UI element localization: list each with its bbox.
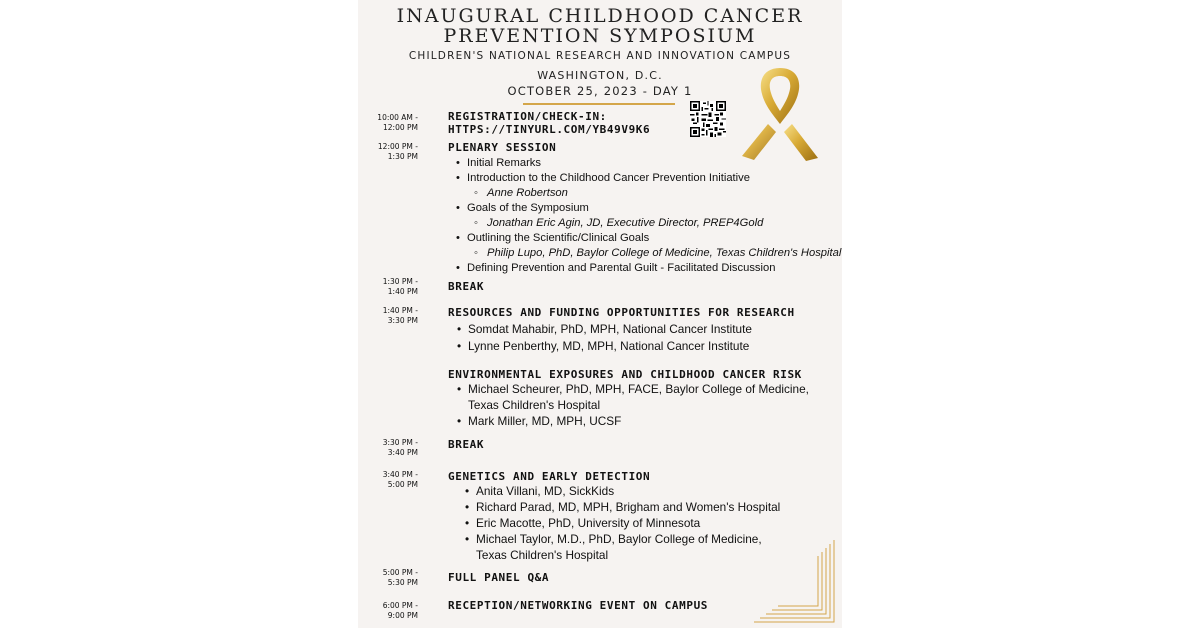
time-start: 12:00 PM - (377, 142, 418, 151)
environmental-list (456, 381, 809, 429)
heading-registration: REGISTRATION/CHECK-IN: (448, 110, 607, 123)
registration-link[interactable]: HTTPS://TINYURL.COM/YB49V9K6 (448, 123, 651, 136)
resources-list (456, 321, 752, 354)
time-end: 3:30 PM (387, 315, 418, 325)
time-panel-qa (358, 568, 418, 587)
time-registration (358, 113, 418, 132)
time-start: 10:00 AM - (377, 113, 418, 122)
heading-break: BREAK (448, 438, 485, 451)
time-start: 1:30 PM - (382, 277, 418, 286)
time-end: 3:40 PM (387, 447, 418, 457)
speaker-item: ◦ Anne Robertson (455, 186, 841, 201)
time-start: 3:30 PM - (382, 438, 418, 447)
heading-resources-funding: RESOURCES AND FUNDING OPPORTUNITIES FOR RESEARCH (448, 306, 795, 319)
time-reception (358, 601, 418, 620)
event-location: WASHINGTON, D.C. (537, 69, 663, 82)
heading-reception-networking: RECEPTION/NETWORKING EVENT ON CAMPUS (448, 599, 709, 612)
heading-environmental-exposures: ENVIRONMENTAL EXPOSURES AND CHILDHOOD CANCER RISK (448, 368, 802, 381)
poster-title-line-2: PREVENTION SYMPOSIUM (443, 25, 757, 47)
time-end: 12:00 PM (383, 122, 418, 132)
time-end: 5:30 PM (387, 577, 418, 587)
time-end: 9:00 PM (387, 610, 418, 620)
list-item-continued: Texas Children's Hospital (468, 398, 601, 412)
time-break-1 (358, 277, 418, 296)
time-genetics (358, 470, 418, 489)
list-item: • Goals of the Symposium (455, 201, 841, 216)
time-resources (358, 306, 418, 325)
heading-plenary-session: PLENARY SESSION (448, 141, 557, 154)
heading-break: BREAK (448, 280, 485, 293)
heading-genetics-early-detection: GENETICS AND EARLY DETECTION (448, 470, 651, 483)
speaker-item: ◦ Jonathan Eric Agin, JD, Executive Director, PREP4Gold (455, 216, 841, 231)
time-end: 5:00 PM (387, 479, 418, 489)
campus-name: CHILDREN'S NATIONAL RESEARCH AND INNOVATION CAMPUS (408, 50, 792, 62)
gold-ribbon-icon (740, 64, 820, 162)
time-start: 6:00 PM - (382, 601, 418, 610)
list-item: • Somdat Mahabir, PhD, MPH, National Cancer Institute (456, 321, 752, 338)
list-item: • Introduction to the Childhood Cancer Prevention Initiative (455, 171, 841, 186)
heading-full-panel-qa: FULL PANEL Q&A (448, 571, 550, 584)
time-start: 1:40 PM - (382, 306, 418, 315)
list-item: • Lynne Penberthy, MD, MPH, National Cancer Institute (456, 338, 752, 355)
list-item: • Michael Taylor, M.D., PhD, Baylor College of Medicine, (464, 531, 780, 547)
list-item: • Mark Miller, MD, MPH, UCSF (456, 413, 809, 429)
symposium-poster (358, 0, 842, 628)
time-end: 1:40 PM (387, 286, 418, 296)
event-date: OCTOBER 25, 2023 - DAY 1 (507, 84, 693, 98)
time-plenary (358, 142, 418, 161)
time-start: 3:40 PM - (382, 470, 418, 479)
genetics-list (464, 483, 780, 563)
list-item-continued: Texas Children's Hospital (476, 548, 609, 562)
time-end: 1:30 PM (387, 151, 418, 161)
plenary-list (455, 156, 841, 276)
list-item: • Anita Villani, MD, SickKids (464, 483, 780, 499)
speaker-item: ◦ Philip Lupo, PhD, Baylor College of Medicine, Texas Children's Hospital (455, 246, 841, 261)
list-item: • Michael Scheurer, PhD, MPH, FACE, Baylor College of Medicine, (456, 381, 809, 397)
time-break-2 (358, 438, 418, 457)
list-item: • Richard Parad, MD, MPH, Brigham and Women's Hospital (464, 499, 780, 515)
list-item: • Defining Prevention and Parental Guilt - Facilitated Discussion (455, 261, 841, 276)
qr-code-icon[interactable] (690, 101, 726, 137)
list-item: • Initial Remarks (455, 156, 841, 171)
time-start: 5:00 PM - (382, 568, 418, 577)
gold-divider (523, 103, 675, 105)
poster-title-line-1: INAUGURAL CHILDHOOD CANCER (396, 5, 804, 27)
list-item: • Outlining the Scientific/Clinical Goals (455, 231, 841, 246)
list-item: • Eric Macotte, PhD, University of Minnesota (464, 515, 780, 531)
